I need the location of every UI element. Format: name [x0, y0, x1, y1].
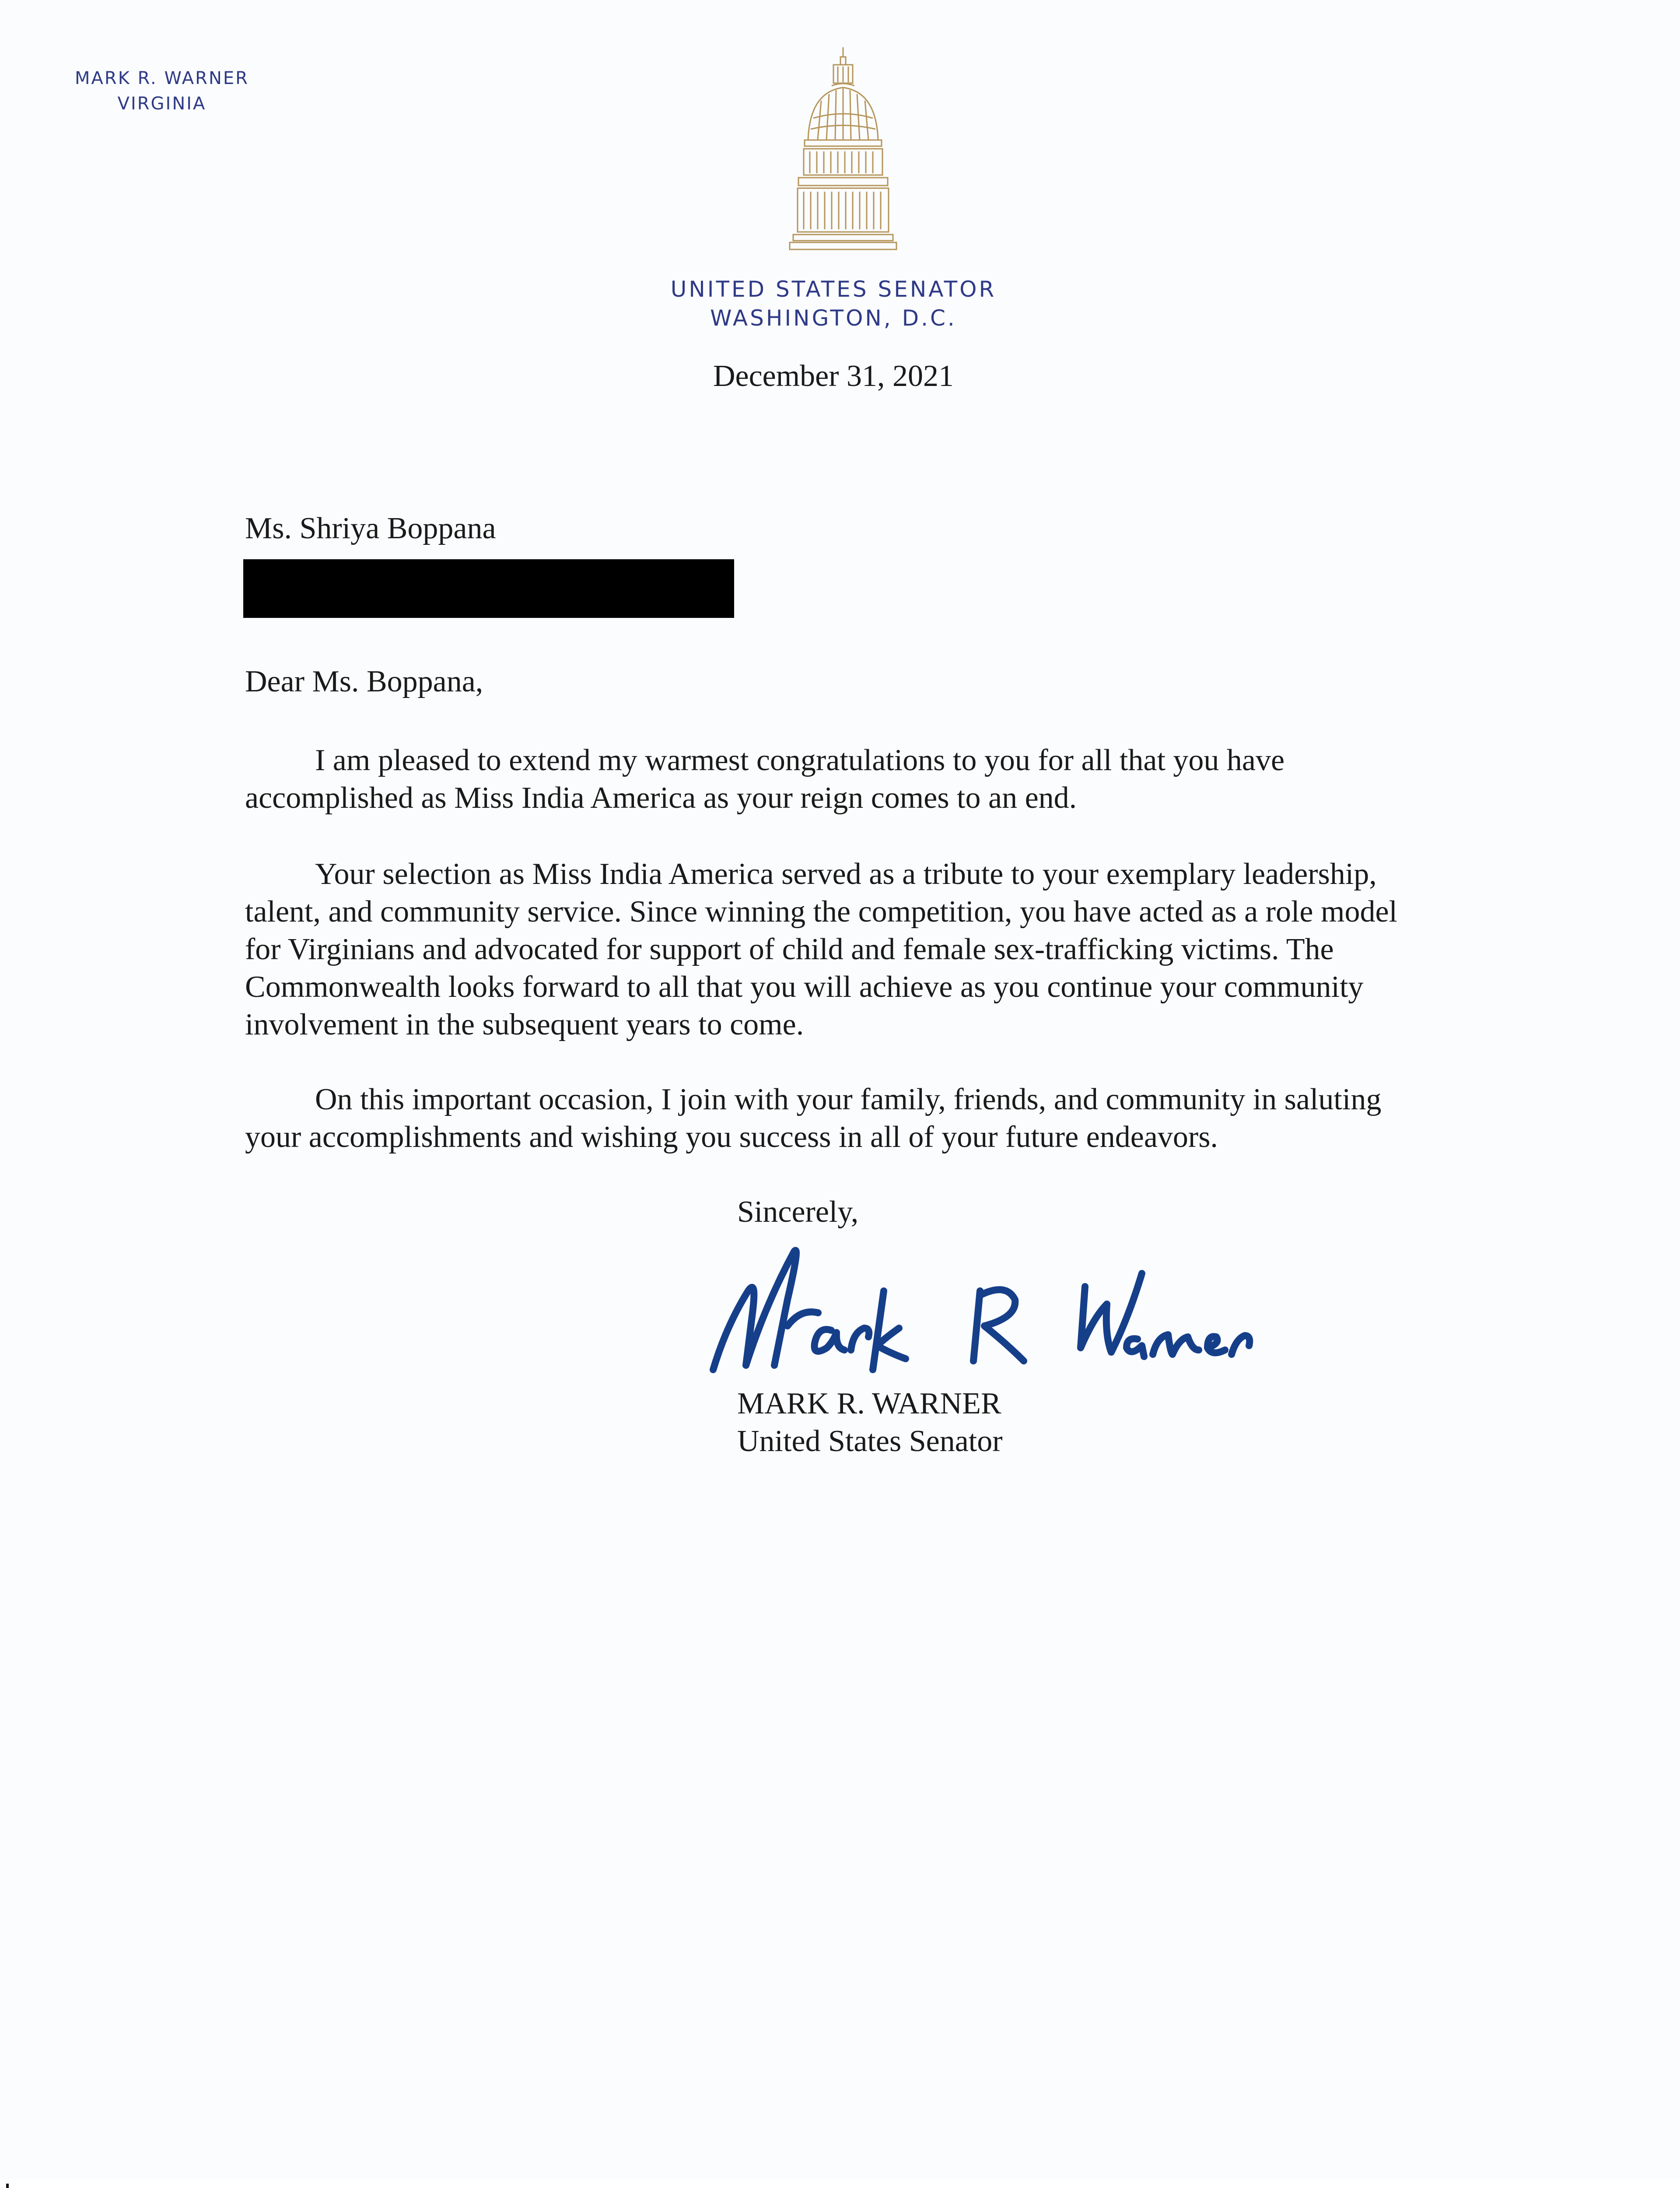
letterhead-office — [582, 275, 1085, 333]
salutation: Dear Ms. Boppana, — [245, 665, 483, 698]
body-paragraph-1: I am pleased to extend my warmest congratulations to you for all that you have accomplished as Miss India America as your reign comes to an end. — [245, 743, 1285, 815]
signer-title: United States Senator — [737, 1424, 1003, 1458]
sender-block — [70, 66, 254, 116]
signature — [700, 1238, 1282, 1383]
sender-state: VIRGINIA — [117, 94, 206, 114]
letter-date: December 31, 2021 — [713, 359, 954, 393]
signer-name: MARK R. WARNER — [737, 1387, 1001, 1420]
closing: Sincerely, — [737, 1195, 859, 1229]
body-paragraph-2: Your selection as Miss India America served as a tribute to your exemplary leadership, talent, and community service. Since winning the competition, you have acted as a role model for Virginians and advocated for support of child and female sex-trafficking victims. The Commonwealth looks forward to all that you will achieve as you continue your community involvement in the subsequent years to come. — [245, 857, 1397, 1041]
scan-edge-line — [6, 2184, 9, 2188]
sender-name: MARK R. WARNER — [75, 68, 249, 88]
redacted-address — [243, 559, 734, 618]
signer-block — [737, 1385, 1003, 1460]
office-title: UNITED STATES SENATOR — [670, 277, 997, 302]
office-location: WASHINGTON, D.C. — [710, 305, 957, 331]
capitol-dome-icon — [775, 44, 911, 254]
body-paragraph-3: On this important occasion, I join with your family, friends, and community in saluting your accomplishments and wishing you success in all of your future endeavors. — [245, 1083, 1382, 1154]
recipient-name: Ms. Shriya Boppana — [245, 512, 496, 545]
